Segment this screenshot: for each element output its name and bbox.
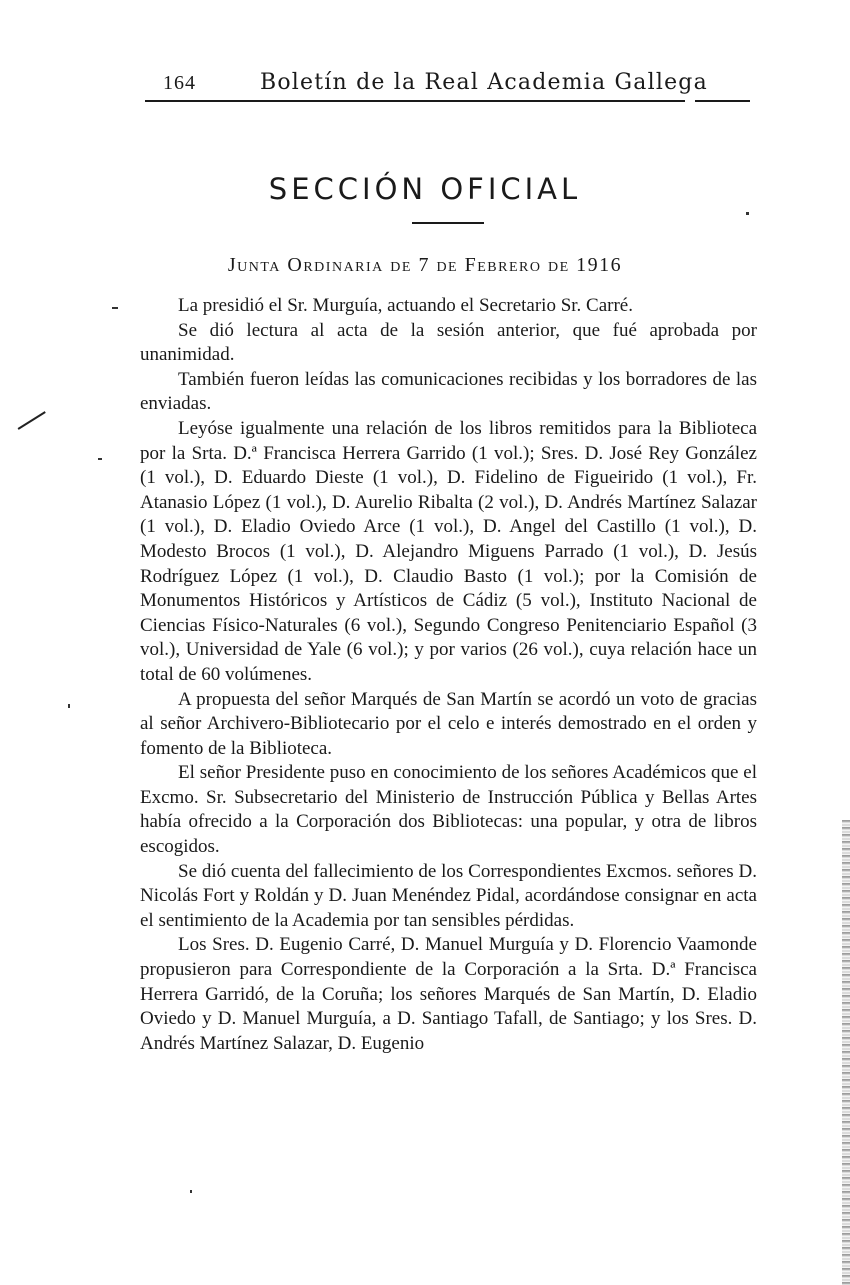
paragraph: También fueron leídas las comunicaciones recibidas y los borradores de las enviadas.: [140, 368, 757, 415]
margin-dot: [68, 704, 70, 708]
paragraph: Se dió lectura al acta de la sesión anterior, que fué aprobada por unanimidad.: [140, 319, 757, 366]
margin-pencil-mark: [18, 411, 46, 429]
margin-dot: [112, 307, 118, 309]
paragraph: Los Sres. D. Eugenio Carré, D. Manuel Murguía y D. Florencio Vaamonde propusieron para Correspondiente de la Corporación a la Srta. D.ª Francisca Herrera Garridó, de la Coruña; los señores Marqués de San Martín, D. Eladio Oviedo y D. Manuel Murguía, a D. Santiago Tafall, de Santiago; y los Sres. D. Andrés Martínez Salazar, D. Eugenio: [140, 934, 757, 1054]
journal-title: Boletín de la Real Academia Gallega: [260, 70, 708, 95]
margin-dot: [190, 1190, 192, 1193]
paragraph: A propuesta del señor Marqués de San Martín se acordó un voto de gracias al señor Archivero-Bibliotecario por el celo e interés demostrado en el orden y fomento de la Biblioteca.: [140, 688, 757, 759]
page-number: 164: [163, 72, 196, 94]
meeting-year: 1916: [576, 254, 623, 276]
margin-dot: [98, 458, 102, 460]
paragraph: Leyóse igualmente una relación de los libros remitidos para la Biblioteca por la Srta. D.ª Francisca Herrera Garrido (1 vol.); Sres. D. José Rey González (1 vol.), D. Eduardo Dieste (1 vol.), D. Fidelino de Figueirido (1 vol.), Fr. Atanasio López (1 vol.), D. Aurelio Ribalta (2 vol.), D. Andrés Martínez Salazar (1 vol.), D. Eladio Oviedo Arce (1 vol.), D. Angel del Castillo (1 vol.), D. Modesto Brocos (1 vol.), D. Alejandro Miguens Parrado (1 vol.), D. Jesús Rodríguez López (1 vol.), D. Claudio Basto (1 vol.); por la Comisión de Monumentos Históricos y Artísticos de Cádiz (5 vol.), Instituto Nacional de Ciencias Físico-Naturales (6 vol.), Segundo Congreso Penitenciario Español (3 vol.), Universidad de Yale (6 vol.); y por varios (26 vol.), cuya relación hace un total de 60 volúmenes.: [140, 417, 757, 685]
section-title: SECCIÓN OFICIAL: [268, 172, 582, 206]
paragraph: Se dió cuenta del fallecimiento de los Correspondientes Excmos. señores D. Nicolás Fort y Roldán y D. Juan Menéndez Pidal, acordándose consignar en acta el sentimiento de la Academia por tan sensibles pérdidas.: [140, 860, 757, 931]
paragraph: La presidió el Sr. Murguía, actuando el Secretario Sr. Carré.: [178, 295, 633, 316]
header-rule: [145, 100, 685, 102]
minutes-body: [140, 294, 757, 1056]
paragraph: El señor Presidente puso en conocimiento de los señores Académicos que el Excmo. Sr. Subsecretario del Ministerio de Instrucción Pública y Bellas Artes había ofrecido a la Corporación dos Bibliotecas: una popular, y otra de libros escogidos.: [140, 762, 757, 858]
meeting-subtitle-text: Junta Ordinaria de 7 de Febrero de: [227, 254, 570, 276]
title-divider: [412, 222, 484, 224]
margin-dot: [746, 212, 749, 215]
header-rule-short: [695, 100, 750, 102]
scan-edge-artifact: [842, 820, 850, 1285]
running-header: [145, 66, 750, 102]
meeting-subtitle: [0, 254, 850, 277]
